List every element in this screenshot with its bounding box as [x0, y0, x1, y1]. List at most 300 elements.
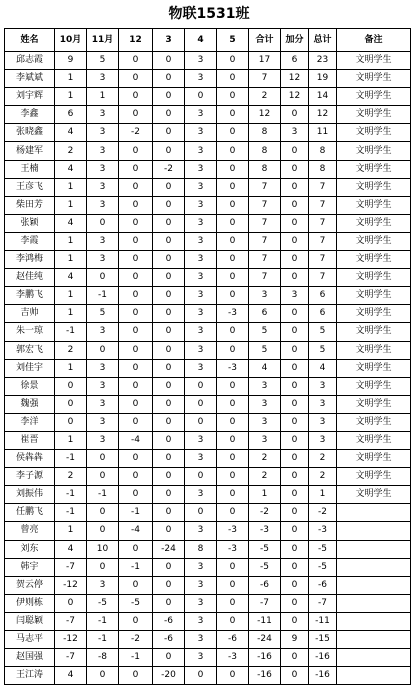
student-name-cell: 侯犇犇 [5, 450, 55, 468]
score-cell: -4 [119, 431, 153, 449]
table-row [5, 341, 411, 359]
score-cell: 4 [55, 124, 87, 142]
student-name-cell: 王江涛 [5, 667, 55, 685]
score-cell: 8 [185, 540, 217, 558]
table-row [5, 377, 411, 395]
score-cell: 3 [185, 160, 217, 178]
score-cell: 10 [87, 540, 119, 558]
remark-cell: 文明学生 [337, 323, 411, 341]
score-table [4, 28, 411, 685]
score-cell: 4 [309, 359, 337, 377]
score-cell: 0 [217, 504, 249, 522]
score-cell: 0 [217, 106, 249, 124]
score-cell: 1 [55, 359, 87, 377]
score-cell: 12 [309, 106, 337, 124]
score-cell: 0 [217, 594, 249, 612]
score-cell: 0 [153, 450, 185, 468]
score-cell: 0 [185, 413, 217, 431]
score-cell: 0 [281, 269, 309, 287]
score-cell: 19 [309, 70, 337, 88]
student-name-cell: 杨建军 [5, 142, 55, 160]
score-cell: 0 [87, 450, 119, 468]
table-row [5, 178, 411, 196]
score-cell: 0 [87, 214, 119, 232]
score-cell: 1 [249, 486, 281, 504]
table-row [5, 395, 411, 413]
score-cell: 3 [185, 287, 217, 305]
student-name-cell: 崔晋 [5, 431, 55, 449]
score-cell: 4 [55, 540, 87, 558]
score-cell: 0 [217, 486, 249, 504]
score-cell: 3 [87, 395, 119, 413]
score-cell: 0 [153, 468, 185, 486]
score-cell: 0 [119, 576, 153, 594]
score-cell: 0 [153, 305, 185, 323]
table-row [5, 649, 411, 667]
score-cell: -1 [87, 612, 119, 630]
score-cell: 7 [249, 269, 281, 287]
score-cell: -1 [55, 504, 87, 522]
score-cell: -1 [119, 558, 153, 576]
table-row [5, 431, 411, 449]
score-cell: 7 [249, 214, 281, 232]
score-cell: -11 [309, 612, 337, 630]
student-name-cell: 张晓鑫 [5, 124, 55, 142]
score-cell: 3 [185, 486, 217, 504]
score-cell: 8 [249, 142, 281, 160]
score-cell: 3 [185, 214, 217, 232]
header-row [5, 29, 411, 52]
student-name-cell: 赵国强 [5, 649, 55, 667]
score-cell: 0 [281, 359, 309, 377]
student-name-cell: 魏强 [5, 395, 55, 413]
score-cell: -7 [309, 594, 337, 612]
student-name-cell: 王彦飞 [5, 178, 55, 196]
score-cell: 0 [87, 468, 119, 486]
score-cell: -1 [119, 504, 153, 522]
score-cell: 0 [217, 576, 249, 594]
score-cell: 0 [281, 576, 309, 594]
score-cell: -15 [309, 631, 337, 649]
score-cell: 3 [309, 377, 337, 395]
score-cell: 3 [185, 631, 217, 649]
score-cell: 0 [153, 70, 185, 88]
score-cell: -2 [119, 124, 153, 142]
student-name-cell: 郭宏飞 [5, 341, 55, 359]
table-row [5, 287, 411, 305]
table-row [5, 558, 411, 576]
table-row [5, 160, 411, 178]
score-cell: 0 [217, 377, 249, 395]
score-cell: 0 [281, 486, 309, 504]
score-cell: 3 [185, 52, 217, 70]
score-cell: 0 [281, 214, 309, 232]
score-cell: 0 [217, 612, 249, 630]
score-cell: -2 [153, 160, 185, 178]
score-cell: 7 [249, 232, 281, 250]
score-cell: 5 [249, 341, 281, 359]
table-row [5, 232, 411, 250]
score-cell: 3 [249, 395, 281, 413]
table-row [5, 269, 411, 287]
remark-cell [337, 631, 411, 649]
score-cell: 3 [185, 323, 217, 341]
table-row [5, 631, 411, 649]
table-row [5, 323, 411, 341]
score-cell: 3 [87, 323, 119, 341]
score-cell: 2 [249, 450, 281, 468]
score-cell: 1 [55, 70, 87, 88]
score-cell: -6 [249, 576, 281, 594]
column-header: 总计 [309, 29, 337, 52]
score-cell: 3 [185, 70, 217, 88]
score-cell: 0 [217, 431, 249, 449]
score-cell: 3 [281, 287, 309, 305]
score-cell: -6 [153, 612, 185, 630]
score-cell: 0 [281, 667, 309, 685]
remark-cell: 文明学生 [337, 52, 411, 70]
score-cell: 3 [309, 413, 337, 431]
score-cell: 0 [217, 232, 249, 250]
score-cell: 6 [249, 305, 281, 323]
score-cell: 4 [55, 214, 87, 232]
score-cell: -3 [217, 540, 249, 558]
score-cell: -20 [153, 667, 185, 685]
student-name-cell: 伊则栋 [5, 594, 55, 612]
score-cell: -16 [249, 649, 281, 667]
score-cell: 1 [87, 88, 119, 106]
score-cell: 0 [153, 287, 185, 305]
score-cell: 0 [217, 395, 249, 413]
remark-cell: 文明学生 [337, 377, 411, 395]
score-cell: 0 [281, 232, 309, 250]
score-cell: 9 [281, 631, 309, 649]
score-cell: 0 [153, 323, 185, 341]
table-row [5, 196, 411, 214]
score-cell: 6 [55, 106, 87, 124]
score-cell: 0 [281, 612, 309, 630]
student-name-cell: 刘佳宇 [5, 359, 55, 377]
score-cell: 0 [185, 468, 217, 486]
score-cell: 0 [153, 214, 185, 232]
score-cell: 0 [217, 178, 249, 196]
score-cell: 0 [217, 196, 249, 214]
remark-cell: 文明学生 [337, 232, 411, 250]
score-cell: 7 [309, 196, 337, 214]
table-row [5, 468, 411, 486]
remark-cell [337, 540, 411, 558]
score-cell: 3 [185, 178, 217, 196]
score-cell: 3 [249, 377, 281, 395]
table-row [5, 251, 411, 269]
score-cell: 0 [119, 214, 153, 232]
score-cell: -2 [309, 504, 337, 522]
score-cell: 0 [281, 450, 309, 468]
score-cell: 0 [185, 377, 217, 395]
score-cell: 3 [87, 124, 119, 142]
score-cell: 0 [119, 468, 153, 486]
score-cell: 4 [55, 667, 87, 685]
score-cell: 0 [153, 594, 185, 612]
score-cell: 8 [249, 160, 281, 178]
score-cell: 0 [153, 232, 185, 250]
score-cell: 0 [87, 558, 119, 576]
score-cell: 0 [153, 106, 185, 124]
score-cell: 17 [249, 52, 281, 70]
column-header: 10月 [55, 29, 87, 52]
table-row [5, 88, 411, 106]
score-cell: 0 [153, 522, 185, 540]
score-cell: 0 [119, 667, 153, 685]
column-header: 3 [153, 29, 185, 52]
score-cell: 8 [309, 160, 337, 178]
score-cell: 3 [87, 576, 119, 594]
score-cell: -7 [249, 594, 281, 612]
score-cell: 0 [119, 232, 153, 250]
score-cell: 0 [119, 540, 153, 558]
remark-cell: 文明学生 [337, 341, 411, 359]
score-cell: 3 [249, 431, 281, 449]
score-cell: 0 [281, 196, 309, 214]
remark-cell: 文明学生 [337, 124, 411, 142]
score-cell: 0 [185, 504, 217, 522]
score-cell: 0 [119, 106, 153, 124]
score-cell: 0 [119, 269, 153, 287]
score-cell: 0 [281, 160, 309, 178]
score-cell: 0 [281, 251, 309, 269]
score-cell: 5 [249, 323, 281, 341]
score-cell: 7 [249, 70, 281, 88]
score-cell: 0 [217, 558, 249, 576]
score-cell: 3 [185, 431, 217, 449]
score-cell: 0 [217, 667, 249, 685]
score-cell: -5 [119, 594, 153, 612]
score-cell: 0 [281, 142, 309, 160]
score-cell: 4 [55, 160, 87, 178]
score-cell: 23 [309, 52, 337, 70]
remark-cell [337, 558, 411, 576]
score-cell: 3 [87, 359, 119, 377]
remark-cell: 文明学生 [337, 160, 411, 178]
remark-cell: 文明学生 [337, 486, 411, 504]
score-cell: 6 [281, 52, 309, 70]
score-cell: 8 [249, 124, 281, 142]
score-cell: -3 [249, 522, 281, 540]
score-cell: 3 [185, 576, 217, 594]
student-name-cell: 曾亮 [5, 522, 55, 540]
score-cell: -24 [153, 540, 185, 558]
score-cell: 0 [119, 178, 153, 196]
table-row [5, 594, 411, 612]
score-cell: 1 [55, 232, 87, 250]
score-cell: 0 [87, 667, 119, 685]
score-cell: -1 [55, 323, 87, 341]
student-name-cell: 任鹏飞 [5, 504, 55, 522]
score-cell: 0 [153, 124, 185, 142]
score-cell: 0 [153, 341, 185, 359]
score-cell: 0 [153, 486, 185, 504]
score-cell: 2 [55, 468, 87, 486]
score-cell: 0 [87, 269, 119, 287]
score-cell: -3 [217, 359, 249, 377]
score-cell: 3 [87, 142, 119, 160]
column-header: 合计 [249, 29, 281, 52]
score-cell: -5 [249, 558, 281, 576]
score-cell: 0 [153, 178, 185, 196]
score-cell: 2 [249, 468, 281, 486]
score-cell: 0 [87, 341, 119, 359]
score-cell: 0 [119, 88, 153, 106]
score-cell: 0 [217, 341, 249, 359]
score-cell: 0 [153, 142, 185, 160]
score-cell: 0 [153, 576, 185, 594]
table-row [5, 214, 411, 232]
score-cell: 2 [55, 142, 87, 160]
score-cell: 3 [87, 413, 119, 431]
score-cell: 0 [281, 468, 309, 486]
remark-cell: 文明学生 [337, 431, 411, 449]
student-name-cell: 刘宇辉 [5, 88, 55, 106]
remark-cell: 文明学生 [337, 214, 411, 232]
remark-cell: 文明学生 [337, 468, 411, 486]
score-cell: 3 [87, 178, 119, 196]
score-cell: -1 [87, 486, 119, 504]
score-cell: 0 [281, 558, 309, 576]
score-cell: 0 [281, 178, 309, 196]
score-cell: 0 [281, 504, 309, 522]
score-cell: -5 [249, 540, 281, 558]
score-cell: -7 [55, 649, 87, 667]
score-cell: 14 [309, 88, 337, 106]
score-cell: 0 [153, 558, 185, 576]
remark-cell [337, 522, 411, 540]
score-cell: 6 [309, 287, 337, 305]
table-row [5, 52, 411, 70]
remark-cell [337, 612, 411, 630]
remark-cell: 文明学生 [337, 178, 411, 196]
score-cell: 0 [153, 377, 185, 395]
score-cell: 0 [119, 612, 153, 630]
score-cell: 0 [281, 106, 309, 124]
score-cell: 6 [309, 305, 337, 323]
table-row [5, 667, 411, 685]
score-cell: 3 [185, 522, 217, 540]
score-cell: 0 [119, 142, 153, 160]
student-name-cell: 刘振伟 [5, 486, 55, 504]
score-cell: 3 [185, 251, 217, 269]
remark-cell: 文明学生 [337, 395, 411, 413]
score-cell: 12 [281, 70, 309, 88]
score-cell: 3 [87, 431, 119, 449]
score-cell: -7 [55, 612, 87, 630]
column-header: 11月 [87, 29, 119, 52]
score-cell: 0 [119, 70, 153, 88]
score-cell: -1 [55, 450, 87, 468]
table-row [5, 504, 411, 522]
score-cell: 3 [185, 142, 217, 160]
score-cell: 5 [309, 341, 337, 359]
score-cell: -2 [249, 504, 281, 522]
score-cell: 2 [55, 341, 87, 359]
student-name-cell: 贺云停 [5, 576, 55, 594]
score-cell: -1 [87, 631, 119, 649]
score-cell: 0 [153, 88, 185, 106]
score-cell: 3 [185, 359, 217, 377]
score-cell: 3 [185, 106, 217, 124]
score-cell: 1 [55, 431, 87, 449]
remark-cell: 文明学生 [337, 251, 411, 269]
score-cell: 1 [55, 251, 87, 269]
score-cell: 0 [153, 196, 185, 214]
score-cell: -4 [119, 522, 153, 540]
student-name-cell: 朱一琼 [5, 323, 55, 341]
table-row [5, 359, 411, 377]
score-cell: 3 [87, 70, 119, 88]
score-cell: 3 [249, 413, 281, 431]
score-cell: 7 [249, 178, 281, 196]
score-cell: 0 [217, 323, 249, 341]
score-cell: 0 [281, 431, 309, 449]
score-cell: 0 [153, 504, 185, 522]
score-cell: 2 [249, 88, 281, 106]
score-cell: 1 [55, 178, 87, 196]
score-cell: 0 [281, 594, 309, 612]
score-cell: 7 [309, 178, 337, 196]
score-cell: 0 [119, 359, 153, 377]
score-cell: 9 [55, 52, 87, 70]
score-cell: 3 [281, 124, 309, 142]
score-cell: 3 [185, 196, 217, 214]
student-name-cell: 李霞 [5, 232, 55, 250]
score-cell: 0 [119, 377, 153, 395]
score-cell: 0 [217, 124, 249, 142]
score-cell: 0 [217, 413, 249, 431]
score-cell: 3 [249, 287, 281, 305]
score-cell: 5 [309, 323, 337, 341]
score-cell: 0 [153, 52, 185, 70]
table-row [5, 486, 411, 504]
score-cell: 3 [309, 431, 337, 449]
score-cell: 0 [153, 413, 185, 431]
score-cell: -1 [55, 486, 87, 504]
score-cell: 0 [55, 594, 87, 612]
score-cell: 3 [185, 558, 217, 576]
remark-cell: 文明学生 [337, 106, 411, 124]
score-cell: -24 [249, 631, 281, 649]
table-row [5, 450, 411, 468]
score-cell: 0 [281, 522, 309, 540]
student-name-cell: 马志平 [5, 631, 55, 649]
score-cell: 7 [249, 196, 281, 214]
table-row [5, 413, 411, 431]
score-cell: 3 [87, 251, 119, 269]
score-cell: 0 [217, 287, 249, 305]
score-cell: 3 [185, 450, 217, 468]
column-header: 姓名 [5, 29, 55, 52]
score-cell: 0 [87, 522, 119, 540]
student-name-cell: 赵佳纯 [5, 269, 55, 287]
remark-cell [337, 594, 411, 612]
score-cell: 0 [185, 395, 217, 413]
score-cell: -2 [119, 631, 153, 649]
score-cell: 0 [217, 251, 249, 269]
table-row [5, 305, 411, 323]
score-cell: 7 [309, 232, 337, 250]
column-header: 12 [119, 29, 153, 52]
score-cell: 0 [153, 359, 185, 377]
score-cell: 0 [281, 540, 309, 558]
score-cell: 12 [249, 106, 281, 124]
